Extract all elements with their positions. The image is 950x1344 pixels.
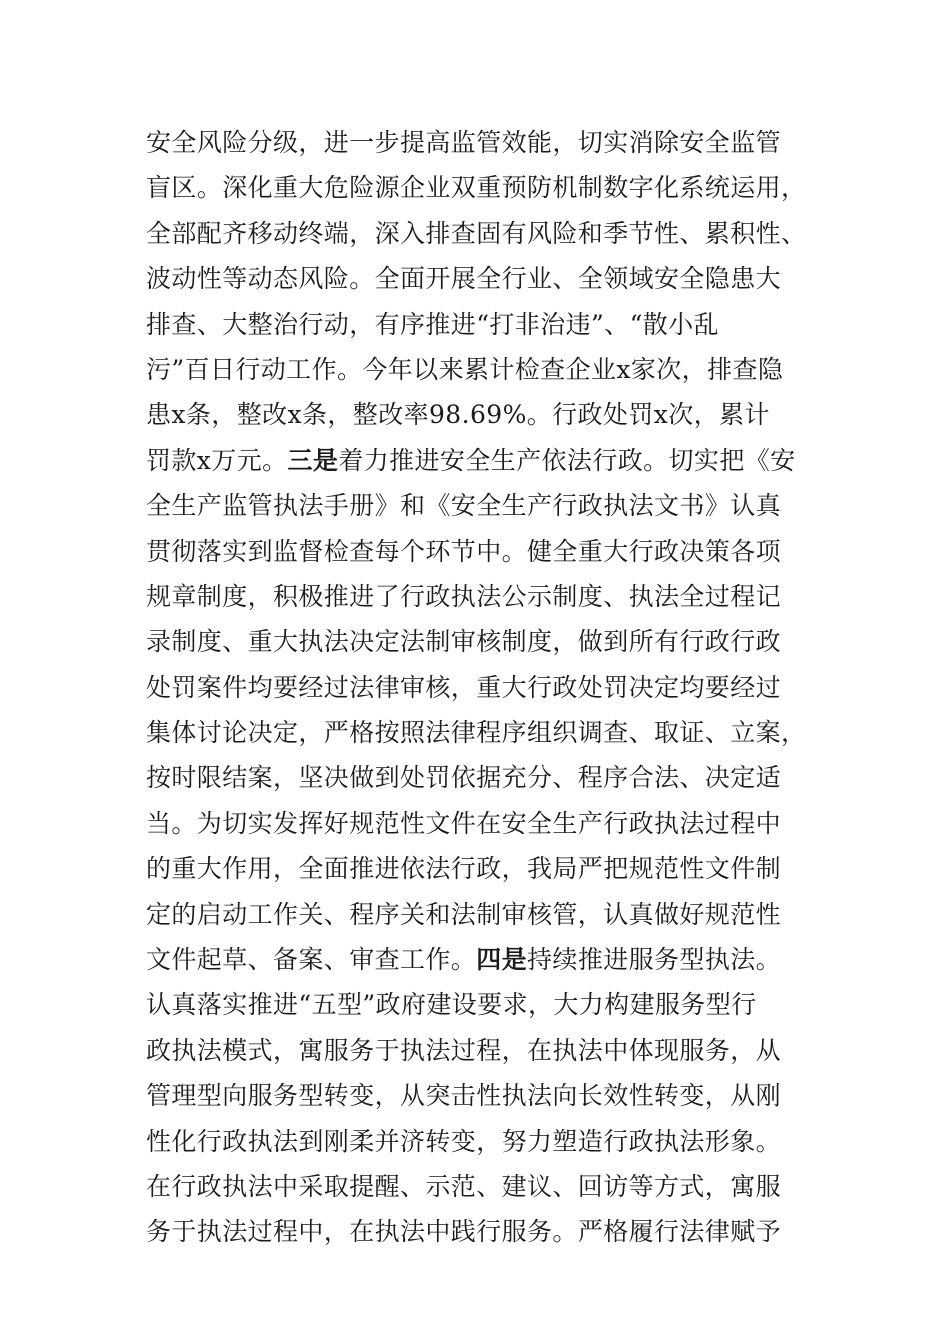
text-line-11 bbox=[146, 574, 811, 619]
point-four-heading: 四是 bbox=[476, 945, 528, 975]
text-line-16 bbox=[146, 801, 811, 846]
text-line-24-content: 在行政执法中采取提醒、示范、建议、回访等方式，寓服 bbox=[146, 1171, 782, 1201]
text-line-19-content: 文件起草、备案、审查工作。 bbox=[146, 945, 477, 975]
text-line-13 bbox=[146, 665, 811, 710]
text-line-22 bbox=[146, 1073, 811, 1118]
text-line-24 bbox=[146, 1164, 811, 1209]
text-line-3 bbox=[146, 211, 811, 256]
text-line-1-content: 安全风险分级，进一步提高监管效能，切实消除安全监管 bbox=[146, 128, 782, 157]
text-line-15-content: 按时限结案，坚决做到处罚依据充分、程序合法、决定适 bbox=[146, 763, 782, 793]
text-line-6-content: 污”百日行动工作。今年以来累计检查企业x家次，排查隐 bbox=[146, 354, 784, 384]
text-line-8-content: 罚款x万元。 bbox=[146, 445, 288, 475]
text-line-20-content: 认真落实推进“五型”政府建设要求，大力构建服务型行 bbox=[146, 990, 757, 1020]
text-line-8-tail: 着力推进安全生产依法行政。切实把《安 bbox=[338, 445, 796, 475]
text-line-15 bbox=[146, 755, 811, 800]
text-line-7 bbox=[146, 392, 811, 437]
text-line-5 bbox=[146, 302, 811, 347]
text-line-9 bbox=[146, 483, 811, 528]
text-line-16-content: 当。为切实发挥好规范性文件在安全生产行政执法过程中 bbox=[146, 808, 782, 838]
text-line-23 bbox=[146, 1119, 811, 1164]
text-line-10-content: 贯彻落实到监督检查每个环节中。健全重大行政决策各项 bbox=[146, 536, 782, 566]
text-line-4-content: 波动性等动态风险。全面开展全行业、全领域安全隐患大 bbox=[146, 264, 782, 294]
text-line-20 bbox=[146, 982, 811, 1027]
text-line-21-content: 政执法模式，寓服务于执法过程，在执法中体现服务，从 bbox=[146, 1035, 782, 1065]
text-line-18-content: 定的启动工作关、程序关和法制审核管，认真做好规范性 bbox=[146, 899, 782, 929]
text-line-17-content: 的重大作用，全面推进依法行政，我局严把规范性文件制 bbox=[146, 854, 782, 884]
text-line-11-content: 规章制度，积极推进了行政执法公示制度、执法全过程记 bbox=[146, 581, 782, 611]
text-line-9-content: 全生产监管执法手册》和《安全生产行政执法文书》认真 bbox=[146, 491, 782, 521]
text-line-25-content: 务于执法过程中，在执法中践行服务。严格履行法律赋予 bbox=[146, 1217, 782, 1247]
text-line-7-content: 患x条，整改x条，整改率98.69%。行政处罚x次，累计 bbox=[146, 400, 770, 430]
text-line-12-content: 录制度、重大执法决定法制审核制度，做到所有行政行政 bbox=[146, 627, 782, 657]
text-line-25 bbox=[146, 1209, 811, 1254]
text-line-21 bbox=[146, 1028, 811, 1073]
text-line-8 bbox=[146, 438, 811, 483]
text-line-2-content: 盲区。深化重大危险源企业双重预防机制数字化系统运用， bbox=[146, 173, 807, 203]
text-line-6 bbox=[146, 347, 811, 392]
text-line-22-content: 管理型向服务型转变，从突击性执法向长效性转变，从刚 bbox=[146, 1081, 782, 1111]
body-text bbox=[146, 120, 811, 1255]
text-line-17 bbox=[146, 846, 811, 891]
text-line-12 bbox=[146, 619, 811, 664]
point-three-heading: 三是 bbox=[287, 445, 339, 475]
text-line-14 bbox=[146, 710, 811, 755]
text-line-4 bbox=[146, 256, 811, 301]
text-line-5-content: 排查、大整治行动，有序推进“打非治违”、“散小乱 bbox=[146, 309, 719, 339]
text-line-2 bbox=[146, 165, 811, 210]
text-line-23-content: 性化行政执法到刚柔并济转变，努力塑造行政执法形象。 bbox=[146, 1126, 782, 1156]
text-line-19-tail: 持续推进服务型执法。 bbox=[527, 945, 782, 975]
text-line-13-content: 处罚案件均要经过法律审核，重大行政处罚决定均要经过 bbox=[146, 672, 782, 702]
text-line-10 bbox=[146, 529, 811, 574]
text-line-19 bbox=[146, 937, 811, 982]
text-line-14-content: 集体讨论决定，严格按照法律程序组织调查、取证、立案， bbox=[146, 718, 807, 748]
text-line-18 bbox=[146, 892, 811, 937]
text-line-1 bbox=[146, 120, 811, 165]
text-line-3-content: 全部配齐移动终端，深入排查固有风险和季节性、累积性、 bbox=[146, 218, 807, 248]
